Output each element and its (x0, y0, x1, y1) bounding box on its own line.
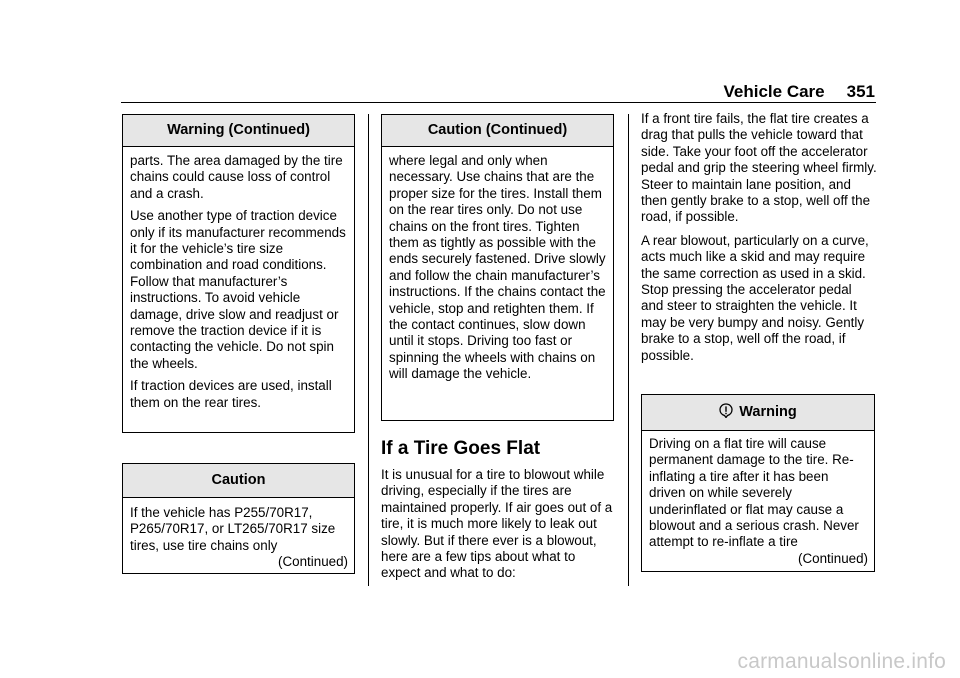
caution-continued-body (382, 147, 613, 383)
caution-paragraph: If the vehicle has P255/70R17, P265/70R17, or LT265/70R17 size tires, use tire chains only (130, 505, 336, 553)
section-paragraph: It is unusual for a tire to blowout while driving, especially if the tires are maintained properly. If air goes out of a tire, it is much more likely to leak out slowly. But if there ever is a blowout, here are a few tips about what to expect and what to do: (381, 467, 613, 581)
warning-box (641, 394, 875, 572)
warning-continued-heading: Warning (Continued) (123, 115, 354, 147)
caution-continued-paragraph: where legal and only when necessary. Use chains that are the proper size for the tires. Install them on the rear tires only. Do not use chains on the front tires. Tighten them as tightly as possible with the ends securely fastened. Drive slowly and follow the chain manufacturer’s instructions. If the chains contact the vehicle, stop and retighten them. If the contact continues, slow down until it stops. Driving too fast or spinning the wheels with chains on will damage the vehicle. (389, 153, 606, 382)
warning-continued-paragraph: parts. The area damaged by the tire chains could cause loss of control and a crash. (130, 153, 343, 201)
column-divider-1 (368, 114, 369, 586)
warning-continued-body (123, 147, 354, 411)
caution-continued-box (381, 114, 614, 421)
header-title: Vehicle Care (723, 82, 825, 101)
page-number: 351 (846, 82, 875, 101)
warning-triangle-icon (719, 403, 733, 422)
warning-continued-paragraph: If traction devices are used, install them on the rear tires. (130, 378, 332, 410)
page-header (628, 82, 875, 104)
warning-continued-paragraph: Use another type of traction device only if its manufacturer recommends it for the vehicle’s tire size combination and road conditions. Follow that manufacturer’s instructions. To avoid vehicle damage, drive slow and readjust or remove the traction device if it is contacting the vehicle. Do not spin the wheels. (130, 208, 346, 371)
caution-body (123, 498, 354, 571)
caution-box (122, 463, 355, 574)
body-paragraph: If a front tire fails, the flat tire creates a drag that pulls the vehicle toward that side. Take your foot off the accelerator pedal and grip the steering wheel firmly. Steer to maintain lane position, and then gently brake to a stop, well off the road, if possible. (641, 111, 877, 225)
header-rule (121, 102, 876, 103)
watermark: carmanualsonline.info (737, 650, 946, 673)
caution-continued-heading: Caution (Continued) (382, 115, 613, 147)
section-body (381, 467, 617, 589)
column3-body (641, 111, 877, 371)
section-heading: If a Tire Goes Flat (381, 438, 541, 459)
body-paragraph: A rear blowout, particularly on a curve, acts much like a skid and may require the same correction as used in a skid. Stop pressing the accelerator pedal and steer to straighten the vehicle. It may be very bumpy and noisy. Gently brake to a stop, well off the road, if possible. (641, 232, 869, 363)
warning-heading-row (642, 395, 874, 431)
caution-heading: Caution (123, 464, 354, 498)
warning-paragraph: Driving on a flat tire will cause permanent damage to the tire. Re-inflating a tire after it has been driven on while severely underinflated or flat may cause a blowout and a serious crash. Never attempt to re-inflate a tire (649, 436, 859, 550)
warning-heading: Warning (739, 404, 797, 421)
continued-label: (Continued) (798, 550, 868, 566)
column-divider-2 (628, 114, 629, 586)
warning-continued-box (122, 114, 355, 433)
warning-body (642, 431, 874, 567)
continued-label: (Continued) (278, 554, 348, 570)
